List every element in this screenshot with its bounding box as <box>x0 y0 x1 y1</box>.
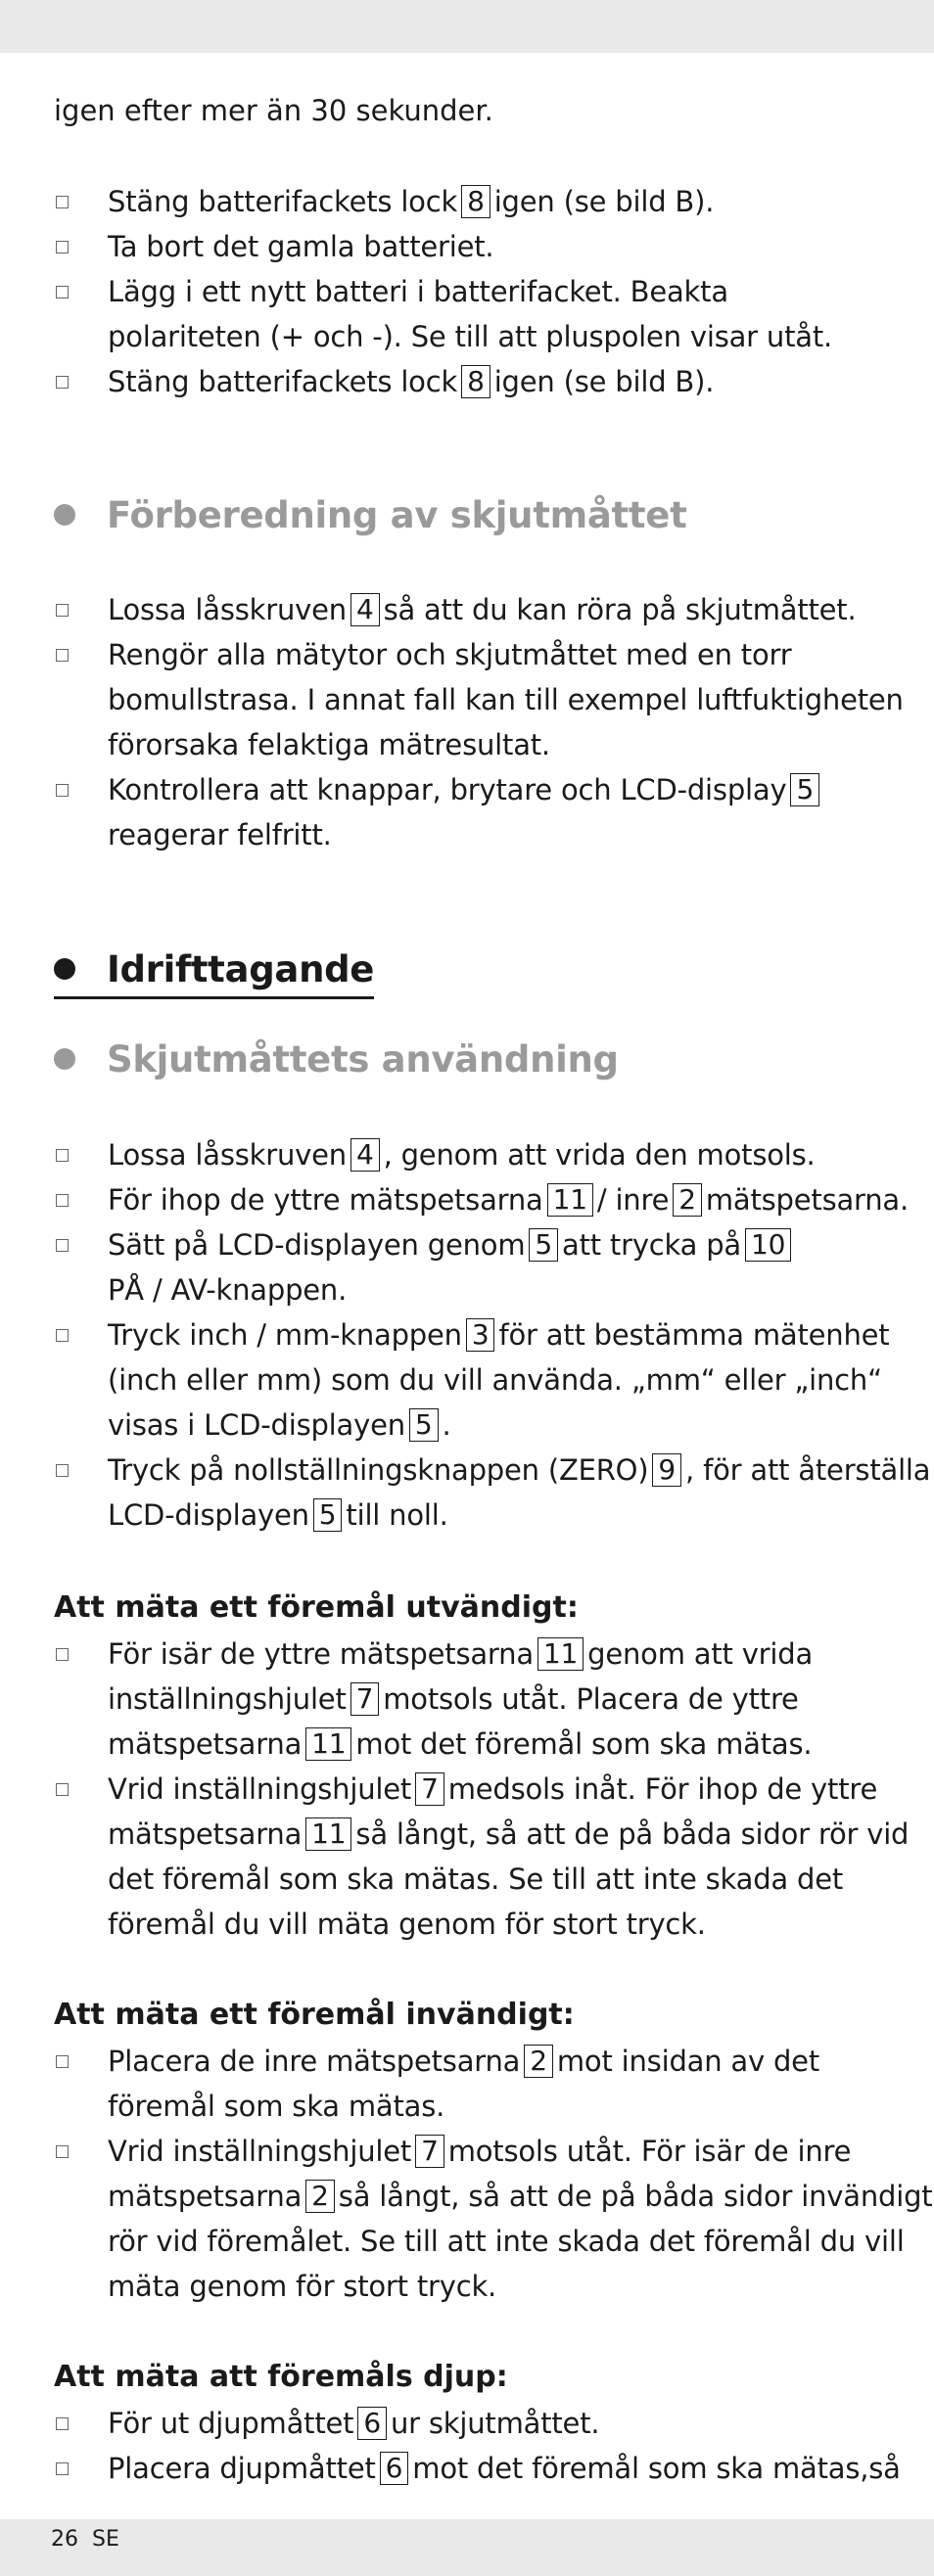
item-text: Vrid inställningshjulet <box>108 2135 412 2168</box>
item-text: så långt, så att de på båda sidor rör vid det föremål som ska mätas. Se till att inte skada det föremål du vill mäta genom för stort tryck. <box>108 1817 910 1941</box>
item-text: , för att återställa LCD-displayen <box>108 1453 931 1532</box>
item-text: Stäng batterifackets lock <box>108 365 458 398</box>
checkbox-icon <box>56 2055 69 2068</box>
part-number-ref: 7 <box>350 1682 380 1716</box>
bullet-dot-icon <box>54 958 75 980</box>
list-item <box>54 632 904 767</box>
checkbox-icon <box>56 1648 69 1661</box>
list-item <box>54 2129 933 2309</box>
part-number-ref: 6 <box>357 2407 387 2440</box>
item-text: mot insidan av det föremål som ska mätas. <box>108 2045 819 2123</box>
section-heading <box>54 491 686 540</box>
item-text: motsols utåt. Placera de yttre mätspetsarna <box>108 1682 799 1761</box>
list-item <box>54 224 896 269</box>
top-band <box>0 0 934 53</box>
item-text: Tryck på nollställningsknappen (ZERO) <box>108 1453 649 1487</box>
checkbox-icon <box>56 1783 69 1796</box>
list-item <box>54 1448 931 1538</box>
item-text: så att du kan röra på skjutmåttet. <box>383 593 857 626</box>
item-text: PÅ / AV-knappen. <box>108 1273 348 1307</box>
checkbox-icon <box>56 376 69 389</box>
item-text: igen (se bild B). <box>493 365 715 398</box>
list-item <box>54 1222 896 1312</box>
checkbox-icon <box>56 1464 69 1477</box>
part-number-ref: 3 <box>466 1318 495 1352</box>
checkbox-icon <box>56 196 69 208</box>
subheading: Att mäta att föremåls djup: <box>54 2360 508 2394</box>
part-number-ref: 11 <box>547 1183 593 1217</box>
part-number-ref: 10 <box>745 1228 791 1262</box>
part-number-ref: 8 <box>461 365 490 398</box>
part-number-ref: 11 <box>305 1727 351 1761</box>
item-text: för att bestämma mätenhet (inch eller mm) som du vill använda. „mm“ eller „inch“ visas i LCD-displayen <box>108 1318 890 1442</box>
item-text: För ihop de yttre mätspetsarna <box>108 1183 543 1217</box>
list-item <box>54 587 896 632</box>
item-text: igen (se bild B). <box>493 185 715 218</box>
list-item <box>54 1132 896 1177</box>
part-number-ref: 5 <box>313 1498 343 1532</box>
part-number-ref: 5 <box>409 1408 439 1442</box>
list-item <box>54 1177 910 1222</box>
part-number-ref: 8 <box>461 185 490 218</box>
item-text: För isär de yttre mätspetsarna <box>108 1637 534 1671</box>
list-item <box>54 1767 910 1947</box>
item-text: . <box>442 1408 451 1442</box>
item-text: motsols utåt. För isär de inre mätspetsarna <box>108 2135 852 2213</box>
part-number-ref: 11 <box>305 1817 351 1851</box>
part-number-ref: 7 <box>415 1772 444 1806</box>
item-text: Placera de inre mätspetsarna <box>108 2045 521 2078</box>
item-text: Kontrollera att knappar, brytare och LCD-display <box>108 773 787 806</box>
chapter-heading-text: Idrifttagande <box>107 948 375 990</box>
part-number-ref: 7 <box>415 2135 444 2168</box>
item-text: Tryck inch / mm-knappen <box>108 1318 462 1352</box>
section-heading-text: Förberedning av skjutmåttet <box>107 494 687 536</box>
item-text: Placera djupmåttet <box>108 2452 376 2485</box>
checkbox-icon <box>56 1239 69 1252</box>
list-item <box>54 359 896 404</box>
item-text: Lossa låsskruven <box>108 593 347 626</box>
part-number-ref: 5 <box>790 773 819 806</box>
item-text: Lägg i ett nytt batteri i batterifacket. Beakta polariteten (+ och -). Se till att pluspolen visar utåt. <box>108 275 833 353</box>
list-item <box>54 767 896 857</box>
item-text: reagerar felfritt. <box>108 818 332 851</box>
subheading: Att mäta ett föremål invändigt: <box>54 1998 575 2032</box>
language-code: SE <box>92 2527 119 2552</box>
item-text: medsols inåt. För ihop de yttre mätspetsarna <box>108 1772 878 1851</box>
item-text: / inre <box>596 1183 670 1217</box>
item-text: , genom att vrida den motsols. <box>383 1138 816 1172</box>
part-number-ref: 5 <box>529 1228 558 1262</box>
page-footer <box>51 2525 119 2554</box>
item-text: Sätt på LCD-displayen genom <box>108 1228 526 1262</box>
checkbox-icon <box>56 1329 69 1342</box>
part-number-ref: 2 <box>673 1183 702 1217</box>
list-item <box>54 2446 901 2491</box>
item-text: till noll. <box>346 1498 448 1532</box>
page-number: 26 <box>51 2527 78 2552</box>
item-text: mot det föremål som ska mätas. <box>355 1727 813 1761</box>
item-text: att trycka på <box>562 1228 741 1262</box>
part-number-ref: 4 <box>350 1138 380 1172</box>
part-number-ref: 4 <box>350 593 380 626</box>
part-number-ref: 2 <box>524 2045 553 2078</box>
continuation-text: igen efter mer än 30 sekunder. <box>54 94 493 127</box>
part-number-ref: 2 <box>305 2180 335 2213</box>
item-text: så långt, så att de på båda sidor invändigt rör vid föremålet. Se till att inte skada det föremål du vill mäta genom för stort tryck. <box>108 2180 933 2303</box>
item-text: genom att vrida inställningshjulet <box>108 1637 814 1716</box>
item-text: Vrid inställningshjulet <box>108 1772 412 1806</box>
list-item <box>54 2401 896 2446</box>
list-item <box>54 2039 896 2129</box>
checkbox-icon <box>56 1149 69 1162</box>
part-number-ref: 9 <box>652 1453 681 1487</box>
item-text: mätspetsarna. <box>705 1183 910 1217</box>
bullet-dot-icon <box>54 1048 75 1070</box>
item-text: ur skjutmåttet. <box>390 2407 600 2440</box>
item-text: Ta bort det gamla batteriet. <box>108 230 494 263</box>
item-text: För ut djupmåttet <box>108 2407 354 2440</box>
item-text: Stäng batterifackets lock <box>108 185 458 218</box>
part-number-ref: 6 <box>380 2452 409 2485</box>
list-item <box>54 179 896 224</box>
checkbox-icon <box>56 1194 69 1207</box>
checkbox-icon <box>56 604 69 617</box>
list-item <box>54 1312 896 1448</box>
checkbox-icon <box>56 241 69 253</box>
footer-band <box>0 2519 934 2576</box>
list-item <box>54 1632 896 1767</box>
checkbox-icon <box>56 2462 69 2475</box>
item-text: Lossa låsskruven <box>108 1138 347 1172</box>
checkbox-icon <box>56 649 69 662</box>
section-heading-text: Skjutmåttets användning <box>107 1038 619 1081</box>
bullet-dot-icon <box>54 504 75 526</box>
section-heading <box>54 1035 619 1084</box>
checkbox-icon <box>56 2417 69 2430</box>
item-text: mot det föremål som ska mätas,så <box>412 2452 901 2485</box>
subheading: Att mäta ett föremål utvändigt: <box>54 1590 579 1625</box>
part-number-ref: 11 <box>537 1637 584 1671</box>
list-item <box>54 269 896 359</box>
checkbox-icon <box>56 2145 69 2158</box>
chapter-heading <box>54 945 374 999</box>
checkbox-icon <box>56 286 69 299</box>
item-text: Rengör alla mätytor och skjutmåttet med en torr bomullstrasa. I annat fall kan till exempel luftfuktigheten förorsaka felaktiga mätresultat. <box>108 638 904 761</box>
checkbox-icon <box>56 784 69 797</box>
